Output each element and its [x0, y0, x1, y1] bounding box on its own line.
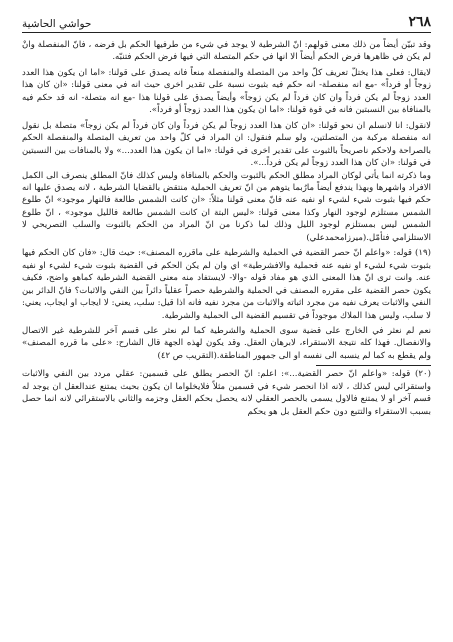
page-body	[22, 39, 431, 418]
paragraph: نعم لم نعثر في الخارج على قضية سوى الحملية والشرطية كما لم نعثر على قسم آخر للشرطية غير الاتصال والانفصال. فهذا كله نتيجة الاستقراء، لابرهان العقل. وقد يكون لهذه الجهة قال الشارح: «على ما قرره المصنف» ولم يقطع به كما لم ينسبه الى نفسه او الى جمهور المناطقة.(التقريب ص ٤٢)	[22, 325, 431, 361]
paragraph: لايقال: فعلى هذا يختلّ تعريف كلّ واحد من المتصلة والمنفصلة منعاً فانه يصدق على قولنا: «اما ان يكون هذا العدد زوجاً أو فرداً» -مع انه منفصلة- انه حكم فيه بثبوت نسبة على تقدير اخرى حيث انه في معنى قولنا: «ان كان هذا العدد زوجاً لم يكن فرداً وان كان فرداً لم يكن زوجاً» وأيضاً يصدق على قولنا هذا -مع انه متصلة- انه قد حكم فيه بالمنافاة بين النسبتين فانه في قوة قولنا: «اما ان يكون هذا العدد زوجاً أو فرداً».	[22, 67, 431, 116]
book-page	[22, 10, 431, 632]
running-title: حواشي الحاشية	[22, 18, 92, 30]
footnote-divider	[316, 365, 431, 366]
paragraph: لانقول: انا لانسلم ان نحو قولنا: «ان كان هذا العدد زوجاً لم يكن فرداً وان كان فرداً لم يكن زوجاً» متصلة بل نقول انه منفصلة مركبة من المتصلتين، ولو سلم فنقول: ان المراد في كلّ واحد من تعريف المتصلة والمنفصلة الحكم بالصراحة ولاحكم ناصريحاً بالثبوت على تقدير اخرى في قولنا: «اما ان يكون هذا العدد...» ولا بالمنافات بين النسبتين في قولنا: «ان كان هذا العدد زوجاً لم يكن فرداً...».	[22, 120, 431, 169]
paragraph: وقد تبيّن أيضاً من ذلك معنى قولهم: انّ الشرطية لا يوجد في شيء من طرفيها الحكم بل فرضه ، فانّ المنفصلة وانْ لم يكن في ظاهرها فرض الحكم أيضاً الا انها في حكم المتصلة التي فيها فرض الحكم فتنبّه.	[22, 40, 431, 63]
paragraph: (١٩) قوله: «واعلم انّ حصر القضية في الحملية والشرطية على ماقرره المصنف»: حيث قال: «فان كان الحكم فيها بثبوت شيء لشيء او نفيه عنه فحملية والافشرطية» اي وان لم يكن الحكم في القضية بثبوت شيء لشيء او نفيه عنه. وانت ترى انّ هذا المعنى الذي هو مفاد قوله -والا- لايستفاد منه معنى القضية الشرطية كماهو واضح، فكيف يكون حصر القضية على مقرره المصنف في الحملية والشرطية حصراً عقلياً دائراً بين النفي والاثبات؟ فانّ الدائر بين النفي والاثبات يعرف نفيه من مجرد اثباته والاثبات من مجرد نفيه فانه اذا قيل: سلب، يعني: لا ايجاب او ايجاب، يعني: لا سلب، وليس هذا الملاك موجوداً في تقسيم القضية الى الحملية والشرطية.	[22, 248, 431, 321]
footnote: (٢٠) قوله: «واعلم انّ حصر القضية...»: اعلم: انّ الحصر يطلق على قسمين: عقلي مردد بين النفي والاثبات واستقرائي ليس كذلك ، لانه اذا انحصر شيء في قسمين مثلاً فلايخلواما ان يكون بحيث يمتنع عندالعقل ان يوجد له قسم آخر او لا يمتنع فالاول يسمى بالحصر العقلي لانه يحصل بحكم العقل وجزمه والثاني بالاستقرائي لانه انما حصل بسبب الاستقراء والتتبع دون حكم العقل بل هو يحكم	[22, 369, 431, 417]
page-header	[22, 10, 431, 33]
page-number: ٢٦٨	[408, 14, 431, 30]
paragraph: وما ذكرته انما يأتي لوكان المراد مطلق الحكم بالثبوت والحكم بالمنافاة وليس كذلك فانّ المطلق ينصرف الى الكمل الافراد واشهرها وبهذا يندفع أيضاً مارُبما يتوهم من انّ تعريف الحملية منتقض بالقضايا الشرطية ، لانه يصدق عليها انه حكم فيها بثبوت شيء لشيء او نفيه عنه فانّ معنى قولنا مثلاً: «ان كانت الشمس طالعة فالنهار موجود» انّ طلوع الشمس مستلزم لوجود النهار وكذا معنى قولنا: «ليس البتة ان كانت الشمس طالعة فالليل موجود» ، انّ طلوع الشمس ليس بمستلزم لوجود الليل وذلك لما ذكرنا من انّ المراد من الحكم بالثبوت والسلب التصريحي لا الاستلزامي فتأمّل.(ميرزامحمدعلي)	[22, 170, 431, 243]
